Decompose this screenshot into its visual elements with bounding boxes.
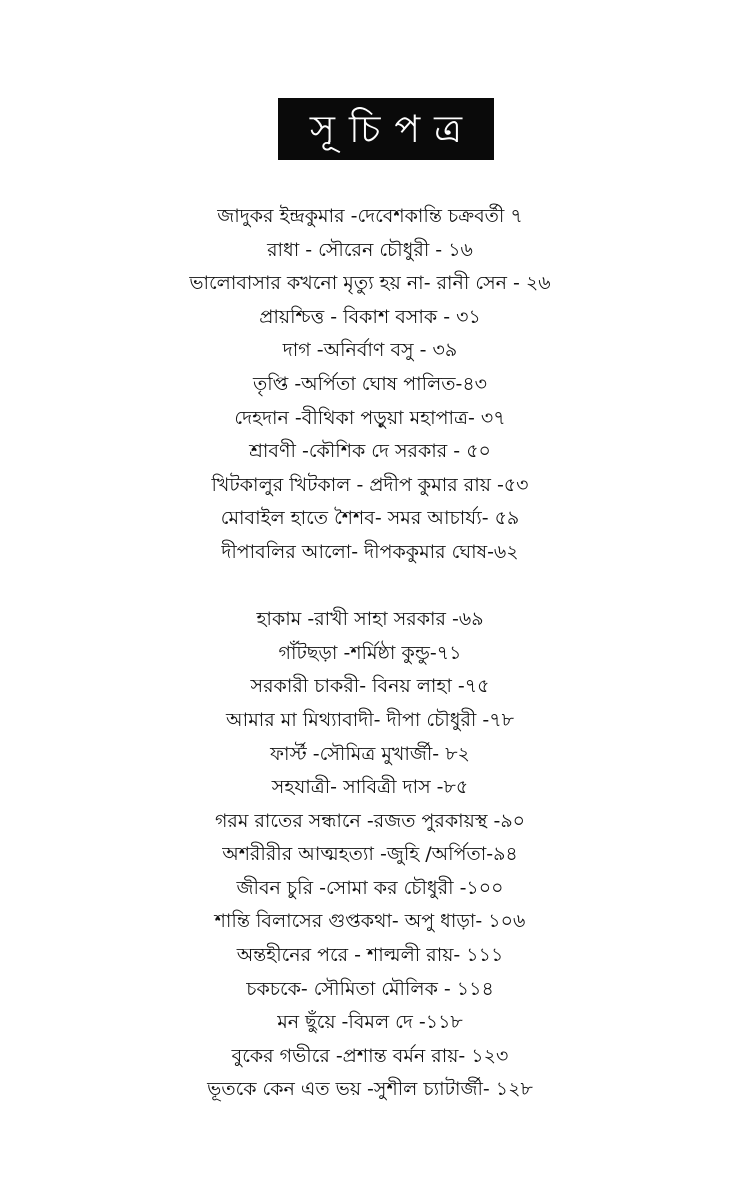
toc-entry: সরকারী চাকরী- বিনয় লাহা -৭৫: [250, 675, 490, 698]
toc-entry: প্রায়শ্চিত্ত - বিকাশ বসাক - ৩১: [259, 305, 481, 328]
toc-entry: গরম রাতের সন্ধানে -রজত পুরকায়স্থ -৯০: [214, 809, 526, 832]
toc-entry: অশরীরীর আত্মহত্যা -জুহি /অর্পিতা-৯৪: [222, 843, 518, 866]
toc-entry: ভূতকে কেন এত ভয় -সুশীল চ্যাটার্জী- ১২৮: [207, 1078, 533, 1101]
toc-entry-smudged: [38, 570, 740, 604]
toc-entry: আমার মা মিথ্যাবাদী- দীপা চৌধুরী -৭৮: [226, 708, 514, 731]
toc-entry: সহযাত্রী- সাবিত্রী দাস -৮৫: [271, 776, 469, 799]
page-title: সূচিপত্র: [309, 107, 477, 151]
toc-entry: ভালোবাসার কখনো মৃত্যু হয় না- রানী সেন - ২৬: [189, 272, 551, 295]
toc-entry: মোবাইল হাতে শৈশব- সমর আচার্য্য- ৫৯: [220, 507, 520, 530]
toc-entry: খিটকালুর খিটকাল - প্রদীপ কুমার রায় -৫৩: [211, 473, 529, 496]
toc-entry: রাধা - সৌরেন চৌধুরী - ১৬: [267, 238, 473, 261]
toc-entry: ফার্স্ট -সৌমিত্র মুখার্জী- ৮২: [270, 742, 470, 765]
toc-entry: তৃপ্তি -অর্পিতা ঘোষ পালিত-৪৩: [252, 372, 488, 395]
toc-entry: শ্রাবণী -কৌশিক দে সরকার - ৫০: [249, 440, 491, 463]
toc-entry: বুকের গভীরে -প্রশান্ত বর্মন রায়- ১২৩: [231, 1044, 509, 1067]
table-of-contents: [0, 200, 740, 1107]
toc-entry: চকচকে- সৌমিতা মৌলিক - ১১৪: [246, 977, 494, 1000]
toc-entry: দীপাবলির আলো- দীপককুমার ঘোষ-৬২: [221, 540, 519, 563]
toc-entry: শান্তি বিলাসের গুপ্তকথা- অপু ধাড়া- ১০৬: [214, 910, 526, 933]
title-banner: [278, 98, 494, 160]
toc-entry: মন ছুঁয়ে -বিমল দে -১১৮: [277, 1011, 463, 1034]
toc-entry: দাগ -অনির্বাণ বসু - ৩৯: [282, 339, 458, 362]
toc-entry: দেহদান -বীথিকা পড়ুয়া মহাপাত্র- ৩৭: [234, 406, 506, 429]
toc-entry: জাদুকর ইন্দ্রকুমার -দেবেশকান্তি চক্রবর্তী ৭: [217, 205, 523, 227]
toc-entry: জীবন চুরি -সোমা কর চৌধুরী -১০০: [236, 876, 504, 899]
toc-entry: গাঁটছড়া -শর্মিষ্ঠা কুন্ডু-৭১: [278, 641, 462, 664]
toc-entry: অন্তহীনের পরে - শাল্মলী রায়- ১১১: [236, 944, 504, 967]
toc-entry: হাকাম -রাখী সাহা সরকার -৬৯: [256, 608, 484, 631]
